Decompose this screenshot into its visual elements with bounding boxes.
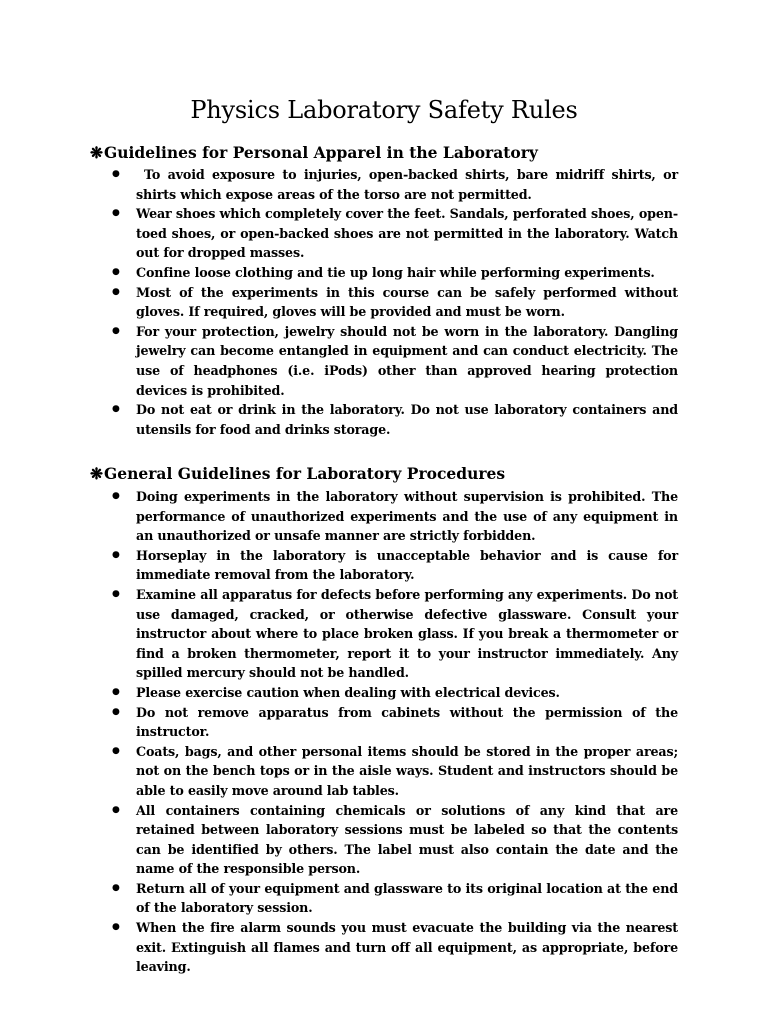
list-item — [110, 400, 678, 439]
bullet-icon: ● — [112, 882, 120, 893]
bullet-icon: ● — [112, 588, 120, 599]
list-item-text: Do not eat or drink in the laboratory. Do not use laboratory containers and utensils for food and drinks storage. — [136, 402, 678, 437]
list-item — [110, 165, 678, 204]
bullet-icon: ● — [112, 686, 120, 697]
section-heading-text: Guidelines for Personal Apparel in the Laboratory — [104, 143, 538, 162]
flower-bullet-icon: ❋ — [90, 143, 103, 162]
list-item-text: Coats, bags, and other personal items should be stored in the proper areas; not on the bench tops or in the aisle ways. Student and instructors should be able to easily move around lab tables. — [136, 743, 678, 798]
list-item — [110, 322, 678, 400]
bullet-icon: ● — [112, 804, 120, 815]
list-item-text: Examine all apparatus for defects before performing any experiments. Do not use damaged, cracked, or otherwise defective glassware. Consult your instructor about where to place broken glass. If you break a thermometer or find a broken thermometer, report it to your instructor immediately. Any spilled mercury should not be handled. — [136, 586, 678, 681]
personal-apparel-list — [110, 165, 678, 439]
list-item — [110, 263, 678, 283]
bullet-icon: ● — [112, 169, 120, 179]
section-heading-laboratory-procedures — [90, 463, 505, 485]
list-item — [110, 742, 678, 801]
page-title: Physics Laboratory Safety Rules — [190, 96, 578, 124]
list-item — [110, 879, 678, 918]
list-item — [110, 918, 678, 977]
list-item-text: Confine loose clothing and tie up long hair while performing experiments. — [136, 264, 655, 280]
bullet-icon: ● — [112, 491, 120, 501]
bullet-icon: ● — [112, 549, 120, 560]
list-item-text: Wear shoes which completely cover the feet. Sandals, perforated shoes, open-toed shoes, or open-backed shoes are not permitted in the laboratory. Watch out for dropped masses. — [136, 206, 678, 261]
bullet-icon: ● — [112, 208, 120, 219]
list-item — [110, 204, 678, 263]
list-item-text: When the fire alarm sounds you must evacuate the building via the nearest exit. Extinguish all flames and turn off all equipment, as appropriate, before leaving. — [136, 920, 678, 975]
list-item-text: Return all of your equipment and glassware to its original location at the end of the laboratory session. — [136, 880, 678, 916]
bullet-icon: ● — [112, 325, 120, 336]
list-item — [110, 683, 678, 703]
list-item-text: To avoid exposure to injuries, open-backed shirts, bare midriff shirts, or shirts which expose areas of the torso are not permitted. — [136, 167, 678, 202]
list-item — [110, 283, 678, 322]
bullet-icon: ● — [112, 745, 120, 756]
list-item — [110, 801, 678, 879]
bullet-icon: ● — [112, 404, 120, 415]
bullet-icon: ● — [112, 266, 120, 277]
list-item-text: Horseplay in the laboratory is unacceptable behavior and is cause for immediate removal from the laboratory. — [136, 547, 678, 583]
list-item-text: All containers containing chemicals or solutions of any kind that are retained between laboratory sessions must be labeled so that the contents can be identified by others. The label must also contain the date and the name of the responsible person. — [136, 802, 678, 877]
list-item-text: Most of the experiments in this course can be safely performed without gloves. If required, gloves will be provided and must be worn. — [136, 284, 678, 320]
list-item-text: Do not remove apparatus from cabinets without the permission of the instructor. — [136, 704, 678, 740]
flower-bullet-icon: ❋ — [90, 464, 103, 483]
bullet-icon: ● — [112, 706, 120, 717]
section-heading-personal-apparel — [90, 142, 538, 164]
bullet-icon: ● — [112, 286, 120, 297]
list-item-text: For your protection, jewelry should not be worn in the laboratory. Dangling jewelry can become entangled in equipment and can conduct electricity. The use of headphones (i.e. iPods) other than approved hearing protection devices is prohibited. — [136, 323, 678, 398]
list-item-text: Doing experiments in the laboratory without supervision is prohibited. The performance of unauthorized experiments and the use of any equipment in an unauthorized or unsafe manner are strictly forbidden. — [136, 489, 678, 544]
list-item-text: Please exercise caution when dealing with electrical devices. — [136, 684, 560, 700]
list-item — [110, 546, 678, 585]
list-item — [110, 487, 678, 546]
bullet-icon: ● — [112, 922, 120, 933]
laboratory-procedures-list — [110, 487, 678, 977]
list-item — [110, 703, 678, 742]
section-heading-text: General Guidelines for Laboratory Procedures — [104, 464, 506, 483]
list-item — [110, 585, 678, 683]
